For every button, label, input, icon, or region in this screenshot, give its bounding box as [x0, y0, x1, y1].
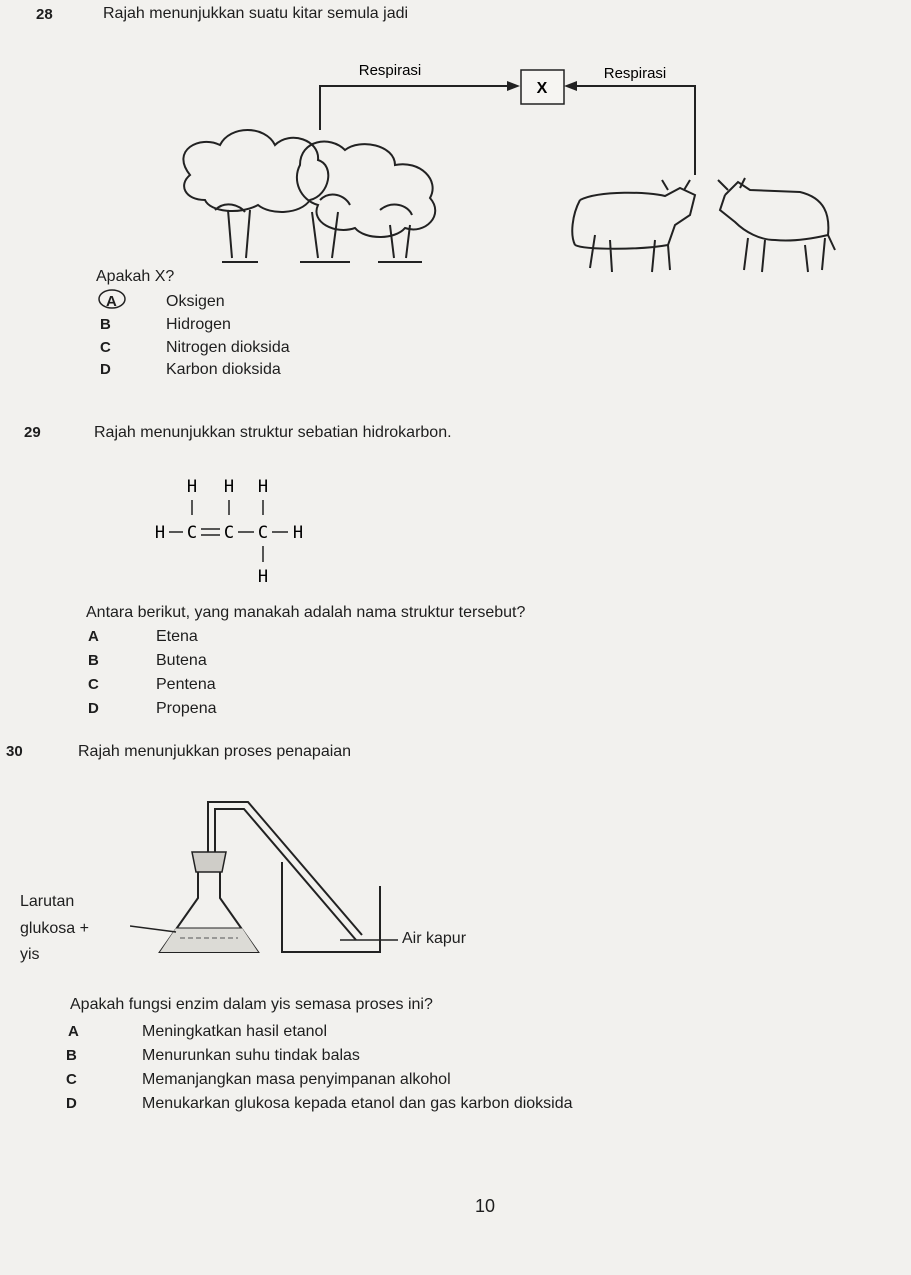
q30-option-d-text: Menukarkan glukosa kepada etanol dan gas karbon dioksida [142, 1095, 573, 1112]
q30-option-c-text: Memanjangkan masa penyimpanan alkohol [142, 1071, 451, 1088]
q28-stem: Rajah menunjukkan suatu kitar semula jadi [103, 5, 409, 22]
q30-stem: Rajah menunjukkan proses penapaian [78, 743, 352, 760]
atom-h-top-1: H [186, 477, 198, 497]
q30-option-a-text: Meningkatkan hasil etanol [142, 1023, 328, 1040]
trees-illustration [183, 130, 435, 262]
q29-option-b-letter: B [88, 652, 99, 669]
q29-stem: Rajah menunjukkan struktur sebatian hidrokarbon. [94, 424, 452, 441]
q30-option-c-letter: C [66, 1071, 77, 1088]
left-respiration-arrow-line [320, 86, 507, 130]
q30-option-a-letter: A [68, 1023, 79, 1040]
q28-option-d-text: Karbon dioksida [166, 361, 281, 378]
atom-c-1: C [186, 523, 198, 543]
q29-option-a-letter: A [88, 628, 99, 645]
q30-label-glukosa: glukosa + [20, 920, 89, 937]
q30-option-d-letter: D [66, 1095, 77, 1112]
q30-label-air-kapur: Air kapur [402, 930, 467, 947]
atom-h-left: H [154, 523, 166, 543]
q28-option-a-text: Oksigen [166, 293, 225, 310]
q30-number: 30 [6, 743, 23, 760]
page-number: 10 [475, 1196, 496, 1216]
atom-h-bottom: H [257, 567, 269, 587]
q30-question: Apakah fungsi enzim dalam yis semasa proses ini? [70, 996, 433, 1013]
q29-question: Antara berikut, yang manakah adalah nama struktur tersebut? [86, 604, 526, 621]
left-arrow-head [507, 81, 520, 91]
q28-option-c-letter: C [100, 339, 111, 356]
q28-number: 28 [36, 6, 53, 23]
q28-option-a-letter: A [106, 293, 117, 310]
atom-c-3: C [257, 523, 269, 543]
q29-option-c-letter: C [88, 676, 99, 693]
atom-h-top-2: H [223, 477, 235, 497]
right-respiration-arrow-line [575, 86, 695, 175]
propene-structure [140, 470, 340, 595]
q30-option-b-letter: B [66, 1047, 77, 1064]
q29-option-b-text: Butena [156, 652, 207, 669]
q28-option-b-text: Hidrogen [166, 316, 231, 333]
right-arrow-head [564, 81, 577, 91]
q29-option-a-text: Etena [156, 628, 198, 645]
q30-label-yis: yis [20, 946, 40, 963]
q29-option-d-text: Propena [156, 700, 217, 717]
q30-option-b-text: Menurunkan suhu tindak balas [142, 1047, 360, 1064]
q28-option-b-letter: B [100, 316, 111, 333]
q28-option-c-text: Nitrogen dioksida [166, 339, 290, 356]
x-label: X [536, 80, 548, 97]
atom-h-top-3: H [257, 477, 269, 497]
q29-option-d-letter: D [88, 700, 99, 717]
cows-illustration [572, 178, 835, 272]
atom-c-2: C [223, 523, 235, 543]
atom-h-right: H [292, 523, 304, 543]
q28-cycle-diagram [0, 0, 911, 300]
q29-option-c-text: Pentena [156, 676, 216, 693]
q29-number: 29 [24, 424, 41, 441]
respirasi-right-label: Respirasi [603, 65, 667, 82]
q30-label-larutan: Larutan [20, 893, 75, 910]
q28-question: Apakah X? [96, 268, 175, 285]
q28-option-d-letter: D [100, 361, 111, 378]
respirasi-left-label: Respirasi [358, 62, 422, 79]
